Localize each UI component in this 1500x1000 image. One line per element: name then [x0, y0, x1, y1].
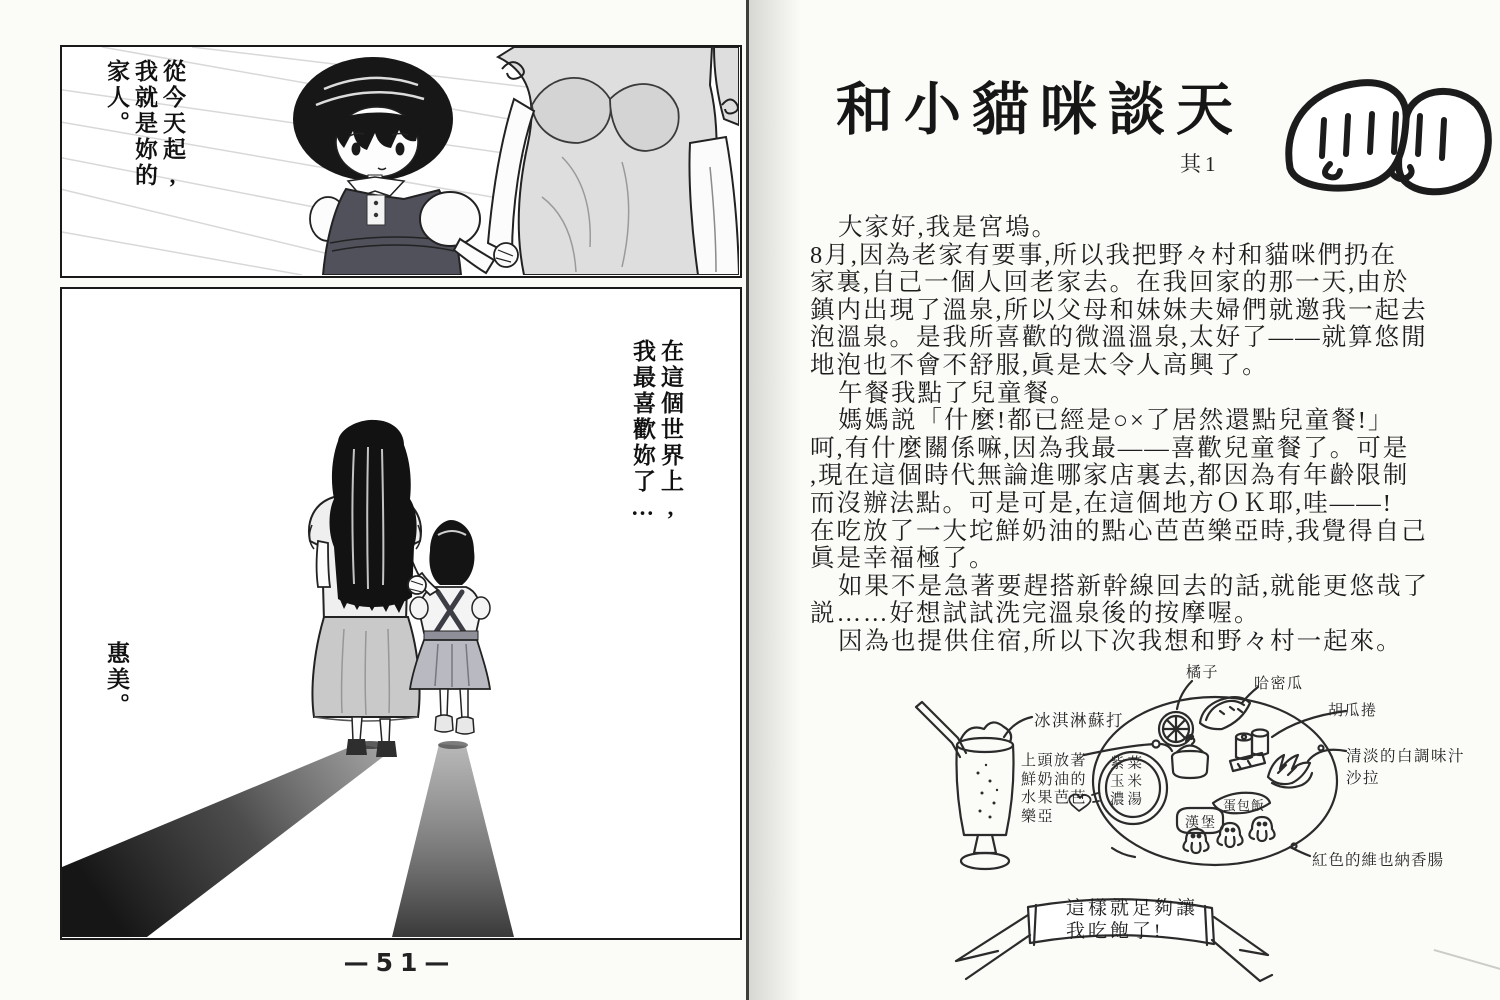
- plate-base-line: [1112, 848, 1135, 857]
- label-line: 水果芭芭: [1021, 790, 1088, 806]
- label-line: 玉米: [1110, 774, 1145, 790]
- essay-line: 家裏,自己一個人回老家去。在我回家的那一天,由於: [810, 269, 1410, 297]
- label-seaweed-corn-soup: [1110, 755, 1145, 809]
- label-omurice: 蛋包飯: [1223, 798, 1266, 813]
- label-fruit-bavarois: [1021, 752, 1087, 826]
- essay-line: ,現在這個時代無論進哪家店裏去,都因為有年齡限制: [810, 462, 1410, 490]
- food-illustration: [900, 645, 1500, 1000]
- essay-title: 和小貓咪談天: [836, 79, 1244, 142]
- essay-line: 地泡也不會不舒服,眞是太令人高興了。: [810, 351, 1269, 379]
- salad-drawing: [1268, 755, 1312, 788]
- speech-text-love: [628, 339, 684, 549]
- tangerine-pointer-line: [1177, 681, 1192, 709]
- label-line: 鮮奶油的: [1021, 771, 1088, 788]
- essay-line: 在吃放了一大坨鮮奶油的點心芭芭樂亞時,我覺得自己: [810, 517, 1428, 545]
- little-girl-figure: [410, 520, 490, 734]
- essay-body: [810, 214, 1430, 656]
- cat-doodle-icon: [1272, 68, 1494, 218]
- label-line: 樂亞: [1021, 808, 1055, 825]
- essay-line: 大家好,我是宮塢。: [838, 214, 1059, 241]
- label-salad-dressing: 清淡的白調味汁: [1346, 748, 1466, 765]
- page-number: —51—: [343, 948, 457, 977]
- soda-pointer-line: [1004, 717, 1032, 737]
- essay-line: 鎮内出現了溫泉,所以父母和妹妹夫婦們就邀我一起去: [810, 296, 1428, 324]
- label-vienna-sausage: 紅色的維也納香腸: [1312, 852, 1445, 869]
- speech-column: 在這個世界上,: [658, 339, 683, 523]
- long-shadows: [62, 741, 514, 937]
- essay-line: 因為也提供住宿,所以下次我想和野々村一起來。: [838, 627, 1403, 655]
- speech-column: 惠美。: [104, 641, 129, 719]
- soda-glass-drawing: [916, 702, 1014, 869]
- essay-line: 如果不是急著要趕搭新幹線回去的話,就能更悠哉了: [838, 572, 1430, 600]
- label-hamburger: 漢堡: [1185, 816, 1217, 831]
- essay-line: 8月,因為老家有要事,所以我把野々村和貓咪們扔在: [810, 241, 1397, 269]
- label-line: 上頭放著: [1021, 753, 1088, 769]
- salad-pointer-line: [1308, 750, 1346, 761]
- cheongsam-woman-figure: [488, 47, 739, 275]
- essay-line: 呵,有什麼關係嘛,因為我最——喜歡兒童餐了。可是: [810, 434, 1410, 462]
- long-haired-woman-figure: [309, 420, 422, 757]
- speech-column: 家人。: [104, 59, 129, 137]
- speech-column: 從今天起,: [160, 59, 185, 191]
- label-melon: 哈密瓜: [1254, 676, 1304, 692]
- banner-text-line: 我吃飽了!: [1066, 921, 1164, 942]
- essay-line: 泡溫泉。是我所喜歡的微溫溫泉,太好了——就算悠閒: [810, 324, 1428, 352]
- manga-panel-top: [60, 45, 742, 278]
- pointer-dot: [1319, 746, 1324, 751]
- essay-line: 眞是幸福極了。: [810, 545, 996, 573]
- label-tangerine: 橘子: [1186, 665, 1220, 681]
- bob-haired-girl-figure: [293, 57, 494, 275]
- essay-line: 午餐我點了兒童餐。: [838, 379, 1077, 407]
- label-ice-cream-soda: 冰淇淋蘇打: [1034, 711, 1124, 730]
- pointer-dot: [1153, 741, 1160, 748]
- label-line: 紫菜: [1110, 756, 1145, 772]
- tangerine-drawing: [1159, 712, 1193, 746]
- speech-column: 我最喜歡妳了…: [630, 339, 655, 523]
- holding-hands: [408, 576, 426, 594]
- holding-hands: [494, 243, 518, 267]
- essay-line: 媽媽説「什麼!都已經是○×了居然還點兒童餐!」: [838, 407, 1395, 435]
- cucumber-roll-drawing: [1230, 730, 1268, 772]
- label-line: 濃湯: [1110, 792, 1145, 808]
- page-gutter-shadow: [749, 0, 801, 1000]
- speech-column: 我就是妳的: [132, 59, 157, 189]
- essay-line: 而沒辦法點。可是可是,在這個地方ＯＫ耶,哇——!: [810, 489, 1393, 517]
- manga-panel-bottom: [60, 287, 742, 940]
- speech-text-name: [102, 641, 130, 741]
- essay-chapter-number: 其1: [1180, 152, 1220, 176]
- speech-text-family: [102, 59, 186, 219]
- label-cucumber-roll: 胡瓜捲: [1328, 703, 1378, 719]
- banner-text-line: 這樣就足夠讓: [1066, 898, 1199, 919]
- label-salad: 沙拉: [1346, 770, 1381, 787]
- soda-bubbles: [977, 764, 999, 819]
- essay-line: 説……好想試試洗完溫泉後的按摩喔。: [810, 600, 1261, 628]
